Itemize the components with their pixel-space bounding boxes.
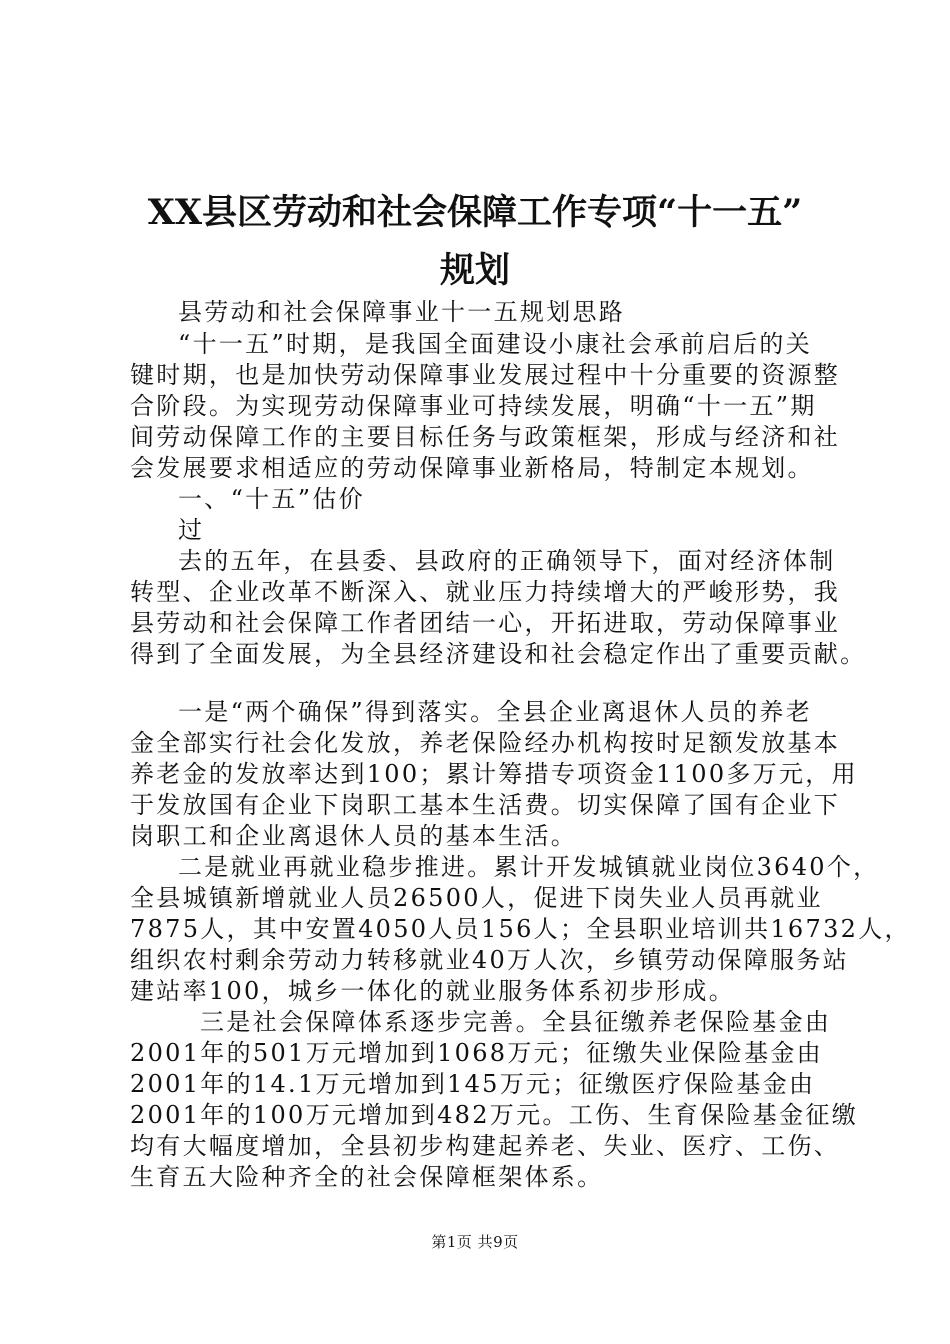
body-line: 2001年的100万元增加到482万元。工伤、生育保险基金征缴 [130,1101,858,1129]
body-line: 全县城镇新增就业人员26500人，促进下岗失业人员再就业 [130,884,823,912]
page-number-footer: 第1页 共9页 [431,1233,519,1251]
body-line: 金全部实行社会化发放，养老保险经办机构按时足额发放基本 [130,729,841,757]
body-line: 县劳动和社会保障工作者团结一心，开拓进取，劳动保障事业 [130,609,841,637]
section-heading: 一、“十五”估价 [178,485,365,513]
body-line: 间劳动保障工作的主要目标任务与政策框架，形成与经济和社 [130,423,841,451]
body-line: 7875人，其中安置4050人员156人；全县职业培训共16732人， [130,915,911,943]
body-line: 合阶段。为实现劳动保障事业可持续发展，明确“十一五”期 [130,392,817,420]
body-line: 组织农村剩余劳动力转移就业40万人次，乡镇劳动保障服务站 [130,946,849,974]
body-line: 于发放国有企业下岗职工基本生活费。切实保障了国有企业下 [130,791,841,819]
body-line: 岗职工和企业离退休人员的基本生活。 [130,822,578,850]
body-line: 2001年的501万元增加到1068万元；征缴失业保险基金由 [130,1039,823,1067]
body-line: 养老金的发放率达到100；累计筹措专项资金1100多万元，用 [130,760,858,788]
body-line: 2001年的14.1万元增加到145万元；征缴医疗保险基金由 [130,1070,816,1098]
paragraph-heading: 县劳动和社会保障事业十一五规划思路 [178,298,626,326]
body-line: 去的五年，在县委、县政府的正确领导下，面对经济体制 [178,547,836,575]
body-line: “十一五”时期，是我国全面建设小康社会承前启后的关 [178,330,813,358]
body-line: 生育五大险种齐全的社会保障框架体系。 [130,1163,604,1191]
body-line: 过 [178,516,205,544]
body-line: 会发展要求相适应的劳动保障事业新格局，特制定本规划。 [130,454,814,482]
body-line: 三是社会保障体系逐步完善。全县征缴养老保险基金由 [200,1008,832,1036]
body-line: 均有大幅度增加，全县初步构建起养老、失业、医疗、工伤、 [130,1132,841,1160]
document-title-line-1: XX县区劳动和社会保障工作专项“十一五” [147,192,803,233]
document-title-line-2: 规划 [439,250,510,291]
body-line: 得到了全面发展，为全县经济建设和社会稳定作出了重要贡献。 [130,640,867,668]
body-line: 键时期，也是加快劳动保障事业发展过程中十分重要的资源整 [130,361,841,389]
body-line: 一是“两个确保”得到落实。全县企业离退休人员的养老 [178,698,813,726]
body-line: 二是就业再就业稳步推进。累计开发城镇就业岗位3640个， [178,853,880,881]
body-line: 建站率100，城乡一体化的就业服务体系初步形成。 [130,977,736,1005]
body-line: 转型、企业改革不断深入、就业压力持续增大的严峻形势，我 [130,578,841,606]
